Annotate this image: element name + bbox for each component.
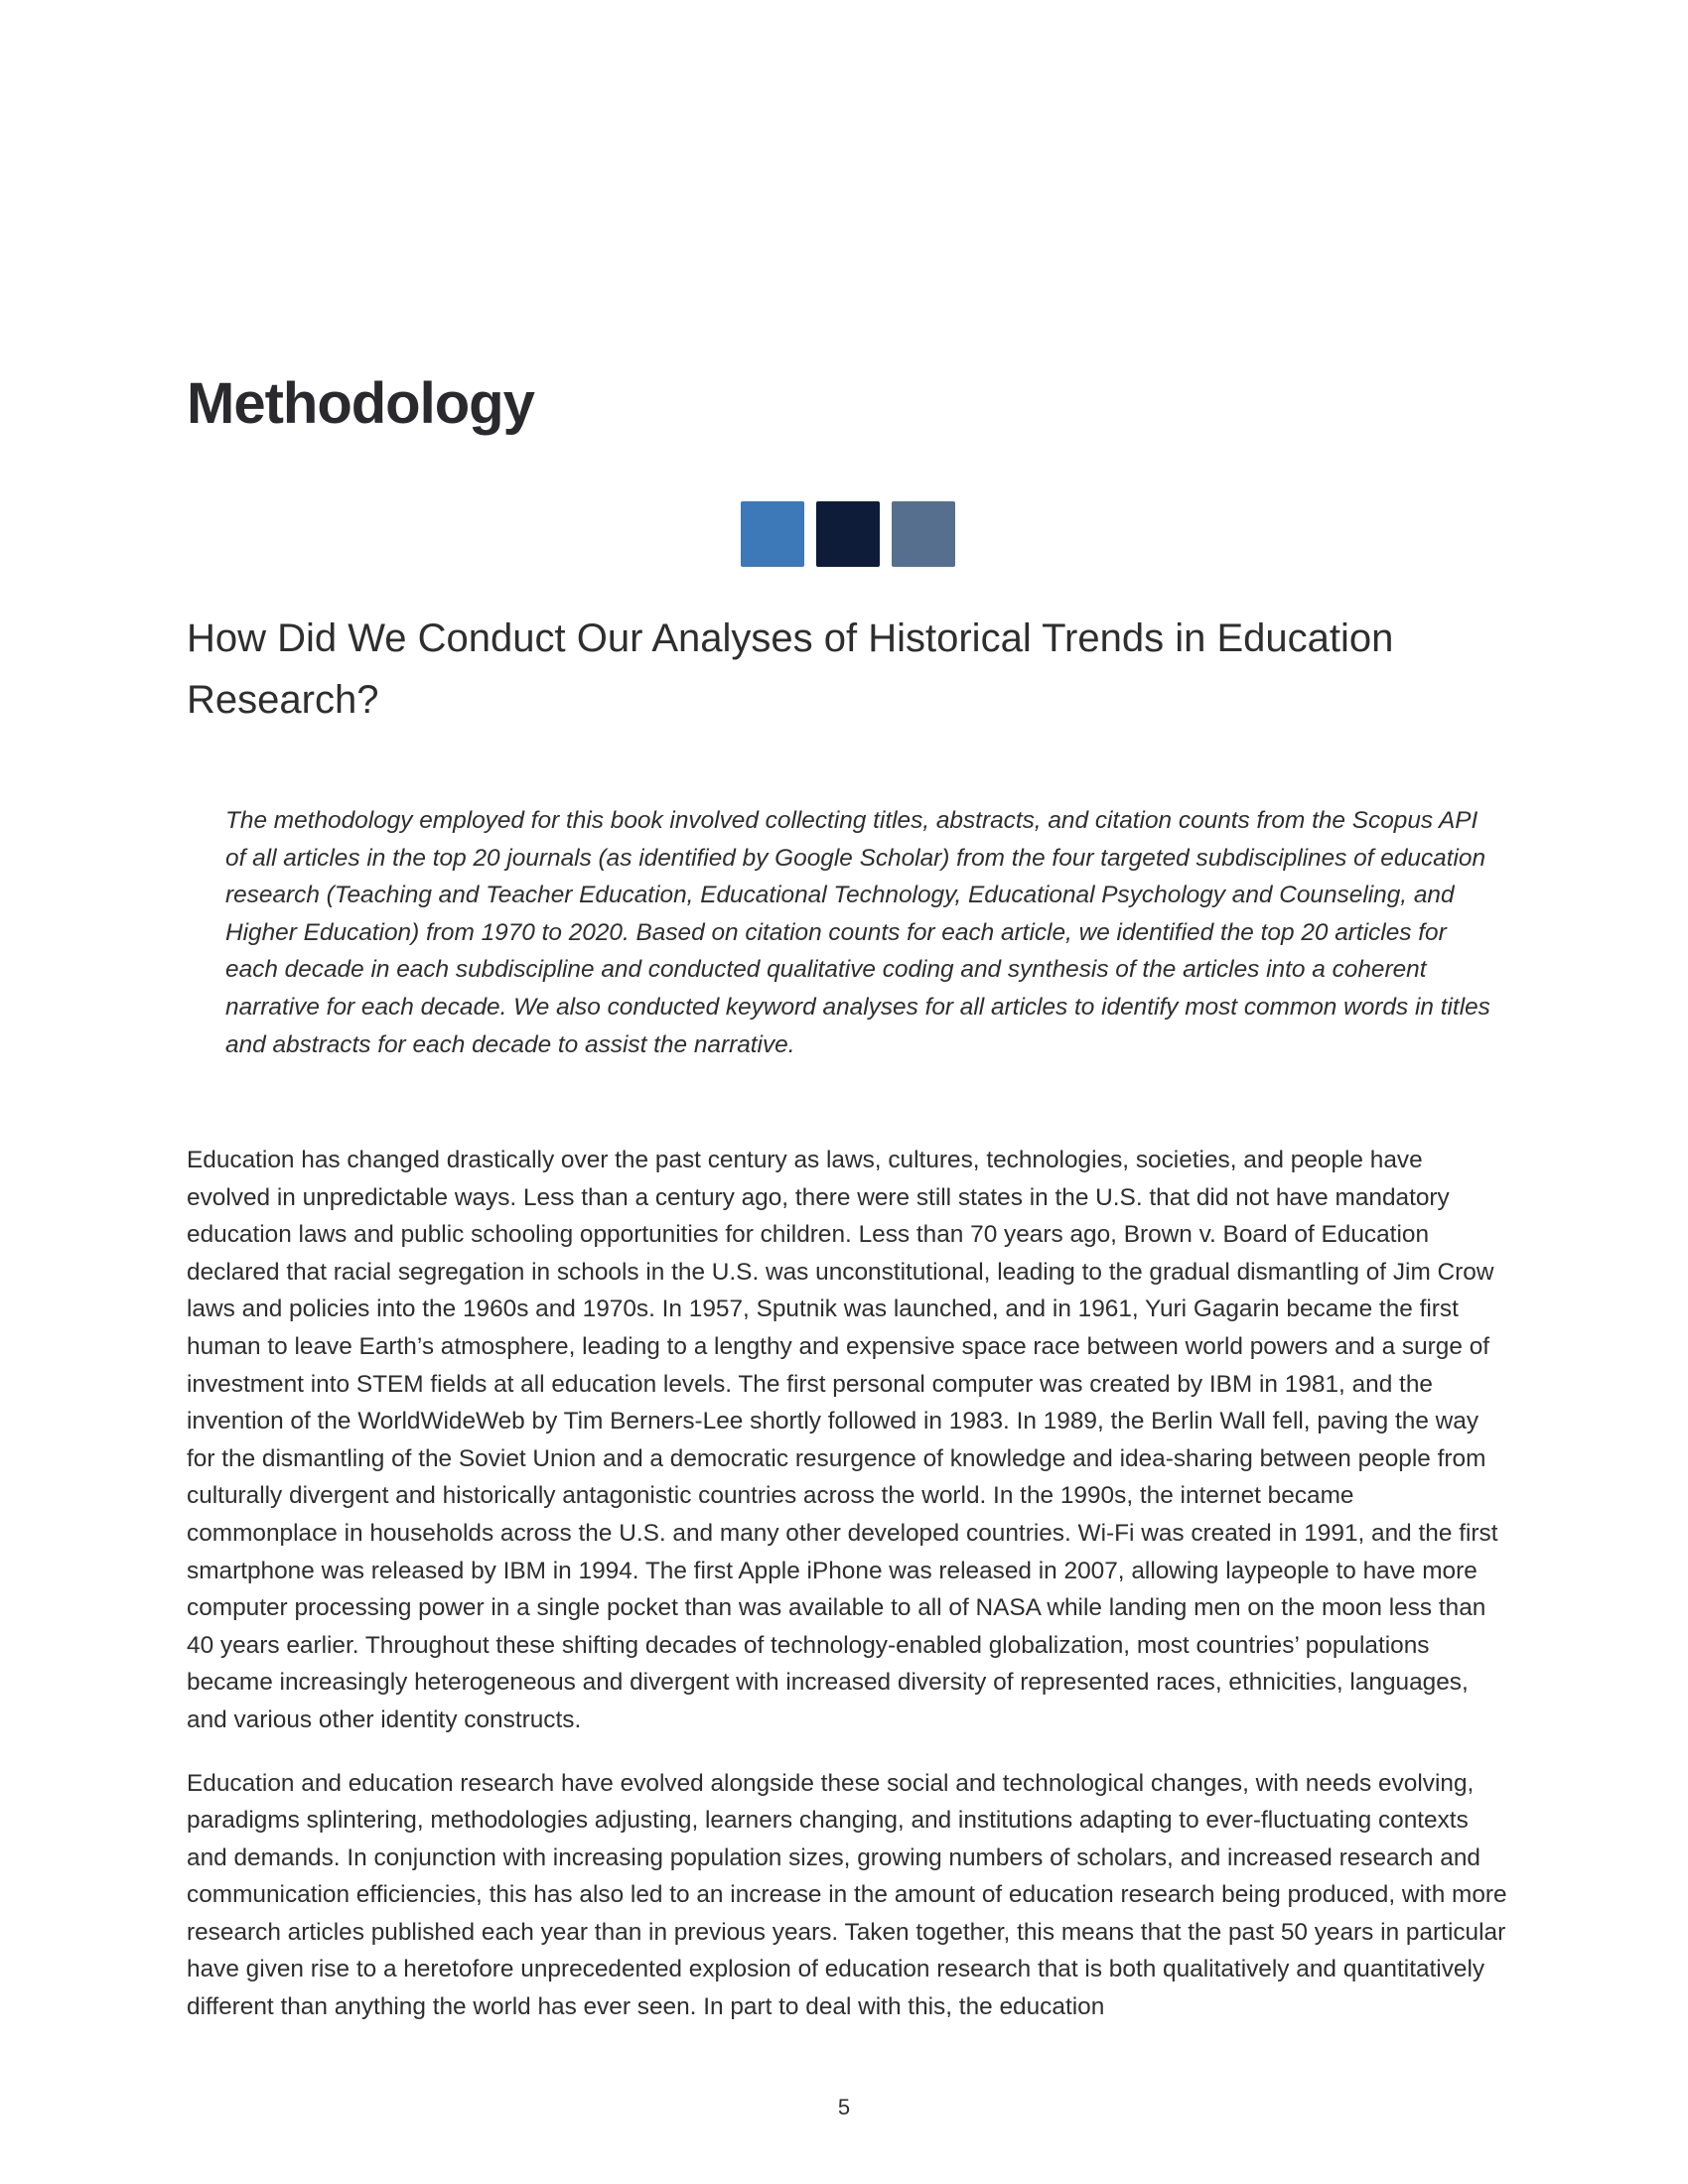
swatch-navy xyxy=(816,501,880,567)
color-swatch-decoration xyxy=(741,501,955,567)
abstract-summary: The methodology employed for this book involved collecting titles, abstracts, and citation counts from the Scopus API of all articles in the top 20 journals (as identified by Google Scholar) from the four targeted subdisciplines of education research (Teaching and Teacher Education, Educational Technology, Educational Psychology and Counseling, and Higher Education) from 1970 to 2020. Based on citation counts for each article, we identified the top 20 articles for each decade in each subdiscipline and conducted qualitative coding and synthesis of the articles into a coherent narrative for each decade. We also conducted keyword analyses for all articles to identify most common words in titles and abstracts for each decade to assist the narrative. xyxy=(225,807,1490,1058)
body-paragraph: Education has changed drastically over the past century as laws, cultures, technologies, societies, and people have evolved in unpredictable ways. Less than a century ago, there were still states in the U.S. that did not have mandatory education laws and public schooling opportunities for children. Less than 70 years ago, Brown v. Board of Education declared that racial segregation in schools in the U.S. was unconstitutional, leading to the gradual dismantling of Jim Crow laws and policies into the 1960s and 1970s. In 1957, Sputnik was launched, and in 1961, Yuri Gagarin became the first human to leave Earth’s atmosphere, leading to a lengthy and expensive space race between world powers and a surge of investment into STEM fields at all education levels. The first personal computer was created by IBM in 1981, and the invention of the WorldWideWeb by Tim Berners-Lee shortly followed in 1983. In 1989, the Berlin Wall fell, paving the way for the dismantling of the Soviet Union and a democratic resurgence of knowledge and idea-sharing between people from culturally divergent and historically antagonistic countries across the world. In the 1990s, the internet became commonplace in households across the U.S. and many other developed countries. Wi-Fi was created in 1991, and the first smartphone was released by IBM in 1994. The first Apple iPhone was released in 2007, allowing laypeople to have more computer processing power in a single pocket than was available to all of NASA while landing men on the moon less than 40 years earlier. Throughout these shifting decades of technology-enabled globalization, most countries’ populations became increasingly heterogeneous and divergent with increased diversity of represented races, ethnicities, languages, and various other identity constructs. xyxy=(187,1147,1498,1733)
swatch-blue xyxy=(741,501,804,567)
body-paragraph: Education and education research have evolved alongside these social and technological changes, with needs evolving, paradigms splintering, methodologies adjusting, learners changing, and institutions adapting to ever-fluctuating contexts and demands. In conjunction with increasing population sizes, growing numbers of scholars, and increased research and communication efficiencies, this has also led to an increase in the amount of education research being produced, with more research articles published each year than in previous years. Taken together, this means that the past 50 years in particular have given rise to a heretofore unprecedented explosion of education research that is both qualitatively and quantitatively different than anything the world has ever seen. In part to deal with this, the education xyxy=(187,1769,1507,2021)
body-text xyxy=(187,1142,1507,2052)
swatch-slate xyxy=(892,501,955,567)
page-number: 5 xyxy=(837,2095,851,2119)
section-subtitle: How Did We Conduct Our Analyses of Historical Trends in Education Research? xyxy=(187,616,1394,722)
page-title: Methodology xyxy=(187,371,534,436)
